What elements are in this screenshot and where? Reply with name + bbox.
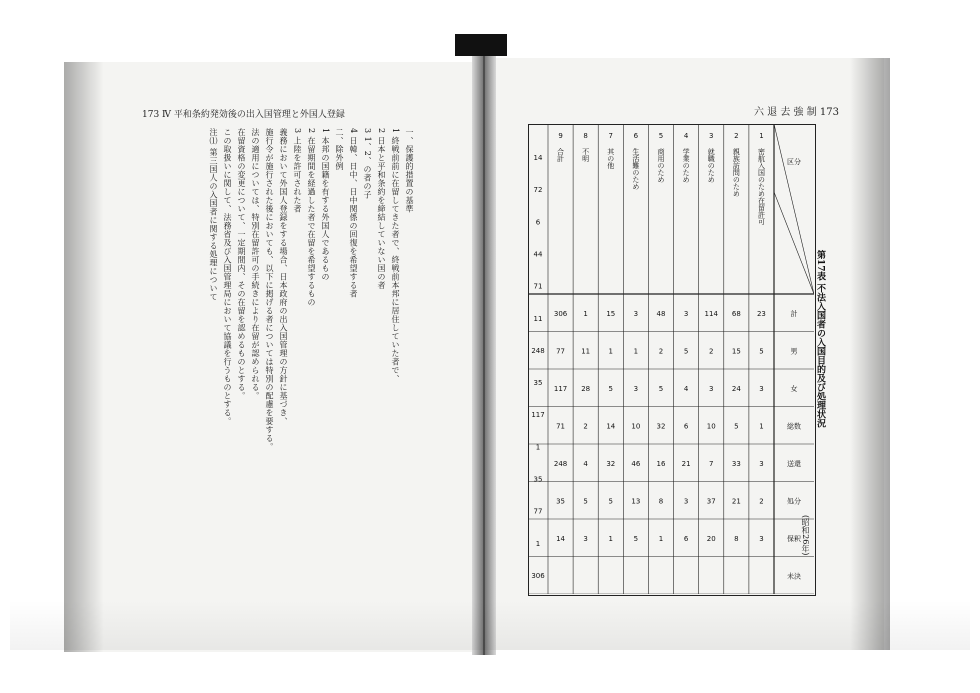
table-cell-2-8: 20	[706, 534, 716, 543]
totals-cell-12: 1	[535, 539, 541, 548]
totals-cell-3: 44	[533, 250, 543, 259]
table-cell-6-7: 5	[608, 497, 614, 506]
table-cell-8-6: 248	[553, 459, 568, 468]
row-number-6: 7	[608, 132, 614, 140]
table-cell-4-5: 32	[656, 422, 666, 431]
table-cell-8-3: 77	[556, 347, 566, 356]
row-label-2: 就職のため	[707, 148, 716, 183]
table-cell-7-4: 28	[581, 384, 591, 393]
totals-cell-7: 35	[533, 379, 543, 388]
row-number-7: 8	[583, 132, 588, 140]
table-cell-0-4: 3	[759, 384, 764, 393]
row-number-0: 1	[759, 132, 764, 140]
totals-cell-6: 248	[531, 346, 545, 355]
row-number-4: 5	[658, 132, 664, 140]
row-number-5: 6	[633, 132, 639, 140]
totals-cell-5: 11	[533, 314, 543, 323]
table-cell-4-8: 1	[658, 534, 664, 543]
totals-cell-4: 71	[533, 282, 543, 291]
para-10: 施行令が施行された後においても、以下に掲げる者については特別の配慮を要する。	[265, 128, 274, 451]
para-14: 注⑴ 第三国人の入国者に関する処理について	[209, 128, 218, 302]
table-cell-3-4: 4	[683, 384, 689, 393]
row-label-0: 密航入国のため在留許可	[757, 148, 766, 225]
table-unit: (昭和26年)	[801, 515, 810, 556]
totals-cell-8: 117	[531, 411, 545, 420]
para-11: 法の適用については、特別在留許可の手続きにより在留が認められる。	[251, 128, 260, 400]
table-cell-8-7: 35	[556, 497, 566, 506]
table-cell-0-2: 23	[756, 309, 766, 318]
row-number-1: 2	[734, 132, 739, 140]
table-cell-7-3: 11	[581, 347, 591, 356]
para-1: 1 終戦前前に在留してきた者で、終戦前本邦に居住していた者で、	[391, 128, 400, 384]
para-5: 二、除外例	[335, 128, 344, 171]
table-cell-7-8: 3	[583, 534, 588, 543]
table-cell-4-6: 16	[656, 459, 666, 468]
left-running-head: 173 Ⅳ 平和条約発効後の出入国管理と外国人登録	[142, 110, 345, 120]
statistics-table-grid	[528, 124, 814, 594]
table-cell-5-5: 10	[631, 422, 641, 431]
table-cell-1-7: 21	[731, 497, 741, 506]
totals-cell-0: 14	[533, 154, 543, 163]
table-cell-2-7: 37	[706, 497, 716, 506]
table-cell-4-4: 5	[658, 384, 664, 393]
table-cell-7-6: 4	[583, 459, 588, 468]
table-cell-8-4: 117	[553, 384, 568, 393]
column-header-7: 保釈	[787, 534, 801, 543]
column-header-6: 処分	[787, 497, 801, 506]
para-4: 4 日韓、日中、日中関係の回復を希望する者	[349, 128, 358, 299]
table-title: 第17表 不法入国者の入国目的及び処理状況	[815, 250, 825, 428]
column-header-2: 男	[790, 347, 798, 356]
row-label-8: 合計	[556, 148, 565, 162]
table-cell-1-8: 8	[734, 534, 739, 543]
row-label-4: 商用のため	[657, 148, 665, 183]
left-body-text	[136, 128, 416, 568]
para-6: 1 本邦の国籍を有する外国人であるもの	[321, 128, 330, 282]
table-cell-8-5: 71	[556, 422, 566, 431]
table-cell-5-6: 46	[631, 459, 641, 468]
right-running-head: 六 退 去 強 制 173	[754, 107, 839, 118]
row-number-3: 4	[683, 132, 689, 140]
table-cell-3-3: 5	[683, 347, 689, 356]
row-label-6: 其の他	[606, 148, 615, 169]
totals-cell-11: 77	[533, 507, 543, 516]
table-cell-1-4: 24	[731, 384, 741, 393]
table-cell-3-7: 3	[683, 497, 689, 506]
table-cell-4-2: 48	[656, 309, 666, 318]
para-3: 3 1、2、の者の子	[363, 128, 372, 199]
table-cell-6-8: 1	[608, 534, 614, 543]
table-cell-6-5: 14	[606, 422, 616, 431]
table-cell-3-2: 3	[683, 309, 689, 318]
table-cell-2-2: 114	[704, 309, 718, 318]
table-cell-8-8: 14	[556, 534, 566, 543]
table-cell-5-3: 1	[633, 347, 639, 356]
column-header-4: 総数	[787, 422, 801, 431]
table-cell-3-8: 6	[683, 534, 689, 543]
para-12: 在留資格の変更について、一定期間内、その在留を認めるものとする。	[237, 128, 246, 400]
table-cell-5-4: 3	[633, 384, 639, 393]
row-label-3: 学業のため	[682, 148, 691, 183]
table-cell-0-5: 1	[759, 422, 764, 431]
table-cell-3-5: 6	[683, 422, 689, 431]
para-13: この取扱いに関して、法務省及び入国管理局において協議を行うものとする。	[223, 128, 232, 426]
table-cell-6-6: 32	[606, 459, 616, 468]
left-page-edge-shadow	[64, 62, 104, 652]
totals-cell-10: 35	[533, 475, 543, 484]
table-cell-0-3: 5	[759, 347, 764, 356]
totals-cell-1: 72	[533, 186, 543, 195]
para-9: 義務において外国人登録をする場合、日本政府の出入国管理の方針に基づき、	[279, 128, 288, 426]
totals-cell-2: 6	[535, 218, 541, 227]
row-label-1: 親族訪問のため	[732, 148, 741, 197]
column-header-5: 送還	[787, 459, 801, 468]
row-number-8: 9	[558, 132, 563, 140]
table-cell-4-3: 2	[658, 347, 664, 356]
table-cell-2-5: 10	[706, 422, 716, 431]
totals-cell-9: 1	[535, 443, 541, 452]
table-cell-0-7: 2	[759, 497, 764, 506]
table-cell-1-6: 33	[731, 459, 741, 468]
table-cell-7-7: 5	[583, 497, 588, 506]
table-cell-6-2: 15	[606, 309, 616, 318]
table-cell-6-4: 5	[608, 384, 614, 393]
table-cell-2-4: 3	[708, 384, 714, 393]
table-cell-0-6: 3	[759, 459, 764, 468]
table-cell-1-3: 15	[731, 347, 741, 356]
column-header-8: 未決	[787, 572, 801, 581]
row-label-5: 生活難のため	[631, 148, 640, 190]
table-rule	[774, 192, 814, 294]
table-cell-1-5: 5	[734, 422, 739, 431]
table-cell-5-2: 3	[633, 309, 639, 318]
column-header-0: 区分	[787, 158, 801, 166]
table-cell-3-6: 21	[681, 459, 691, 468]
table-rule	[774, 124, 814, 294]
row-label-7: 不明	[581, 148, 590, 162]
table-cell-2-3: 2	[708, 347, 714, 356]
binding-clip	[455, 34, 507, 56]
table-cell-5-7: 13	[631, 497, 641, 506]
para-7: 2 在留期間を経過した者で在留を希望するもの	[307, 128, 316, 307]
totals-cell-13: 306	[531, 571, 545, 580]
para-0: 一、保護的措置の基準	[405, 128, 414, 213]
table-cell-1-2: 68	[731, 309, 741, 318]
table-cell-6-3: 1	[608, 347, 614, 356]
column-header-1: 計	[790, 309, 798, 318]
table-cell-2-6: 7	[708, 459, 714, 468]
table-cell-7-5: 2	[583, 422, 588, 431]
column-header-3: 女	[790, 384, 798, 393]
table-cell-0-8: 3	[759, 534, 764, 543]
table-cell-8-2: 306	[553, 309, 568, 318]
book-gutter	[472, 55, 496, 655]
para-2: 2 日本と平和条約を締結していない国の者	[377, 128, 386, 290]
table-cell-4-7: 8	[658, 497, 664, 506]
table-cell-5-8: 5	[633, 534, 639, 543]
row-number-2: 3	[708, 132, 714, 140]
bottom-edge-shadow	[10, 600, 970, 650]
right-page-edge-shadow	[850, 58, 890, 650]
table-cell-7-2: 1	[583, 309, 588, 318]
para-8: 3 上陸を許可された者	[293, 128, 302, 214]
